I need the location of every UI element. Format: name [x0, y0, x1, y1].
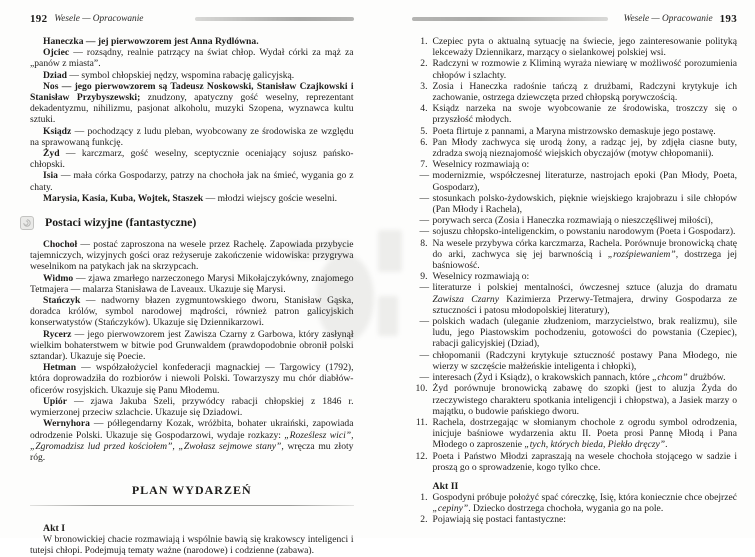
item-text: Weselnicy rozmawiają o: [433, 271, 738, 282]
item-text: sojuszu chłopsko-inteligenckim, o powstaniu narodowym (Poeta i Gospodarz). [433, 226, 738, 237]
paragraph: Haneczka — jej pierwowzorem jest Anna Rydlówna. [30, 36, 354, 47]
item-marker: 2. [412, 514, 433, 525]
act2-label: Akt II [412, 481, 738, 492]
item-marker: 10. [412, 383, 433, 417]
numbered-item [412, 271, 738, 282]
paragraph: Rycerz — jego pierwowzorem jest Zawisza Czarny z Garbowa, który zasłynął wielkim bohaterstwem w bitwie pod Grunwaldem (prawdopodobnie obronił polski sztandar). Ukazuje się Poecie. [30, 329, 354, 363]
ornament-icon [20, 216, 34, 230]
paragraph: Widmo — zjawa zmarłego narzeczonego Marysi Mikołajczykówny, znajomego Tetmajera — malarza Stanisława de Laveaux. Ukazuje się Marysi. [30, 273, 354, 295]
numbered-item [412, 81, 738, 103]
paragraph: Ojciec — rozsądny, realnie patrzący na świat chłop. Wydał córki za mąż za „panów z miasta”. [30, 47, 354, 69]
item-marker: — [420, 226, 433, 237]
dash-item [412, 193, 738, 215]
page-number: 193 [720, 13, 737, 25]
item-text: literaturze i polskiej mentalności, ówczesnej sztuce (aluzja do dramatu Zawisza Czarny Kazimierza Przerwy-Tetmajera, drwiny Gospodarza ze sztuczności i patosu młodopolskiej literatury), [433, 282, 738, 316]
numbered-item [412, 451, 738, 473]
item-marker: — [420, 215, 433, 226]
dash-item [412, 282, 738, 316]
item-marker: 4. [412, 103, 433, 125]
item-marker: — [420, 170, 433, 192]
paragraph: Wernyhora — półlegendarny Kozak, wróżbita, bohater ukraiński, zapowiada odrodzenie Polski. Ukazuje się Gospodarzowi, wydaje rozkazy: „Roześlesz wici”, „Zgromadzisz lud przed kościołem”, „Zwołasz sejmowe stany”, wręcza mu złoty róg. [30, 418, 354, 463]
paragraph: Żyd — karczmarz, gość weselny, sceptycznie oceniający sojusz pańsko-chłopski. [30, 148, 354, 170]
item-text: Gospodyni próbuje położyć spać córeczkę, Isię, która koniecznie chce obejrzeć „cepiny”. Dziecko dostrzega chochoła, wygania go na pole. [433, 492, 738, 514]
item-marker: — [420, 193, 433, 215]
visionary-characters-list [30, 239, 354, 463]
item-marker: 7. [412, 159, 433, 170]
running-head-left [30, 13, 354, 25]
numbered-item [412, 492, 738, 514]
item-text: Zosia i Haneczka radośnie tańczą z drużbami, Radczyni krytykuje ich zachowanie, ostrzega dziewczęta przed chłopską porywczością. [433, 81, 738, 103]
scan-smudge [378, 296, 398, 336]
item-text: Pan Młody zachwyca się urodą żony, a radząc jej, by zdjęła ciasne buty, zdradza swoją nieznajomość wiejskich obyczajów (motyw chłopomanii). [433, 137, 738, 159]
dash-item [412, 316, 738, 350]
header-rule [195, 17, 353, 21]
numbered-item [412, 126, 738, 137]
item-text: Pojawiają się postaci fantastyczne: [433, 514, 738, 525]
dash-item [412, 226, 738, 237]
item-marker: — [420, 282, 433, 316]
item-marker: 2. [412, 58, 433, 80]
numbered-item [412, 417, 738, 451]
paragraph: Dziad — symbol chłopskiej nędzy, wspomina rabację galicyjską. [30, 70, 354, 81]
numbered-item [412, 238, 738, 272]
item-text: Radczyni w rozmowie z Kliminą wyraża niewiarę w możliwość porozumienia chłopów i szlachty. [433, 58, 738, 80]
item-marker: — [420, 350, 433, 372]
numbered-item [412, 36, 738, 58]
chapter-title-rule [30, 505, 354, 506]
item-marker: 11. [412, 417, 433, 451]
running-title: Wesele — Opracowanie [624, 14, 713, 24]
paragraph: Isia — mała córka Gospodarzy, patrzy na chochoła jak na śmieć, wygania go z chaty. [30, 170, 354, 192]
characters-list [30, 36, 354, 204]
item-text: stosunkach polsko-żydowskich, pięknie wiejskiego krajobrazu i sile chłopów (Pan Młody i Rachela), [433, 193, 738, 215]
paragraph: Upiór — zjawa Jakuba Szeli, przywódcy rabacji chłopskiej z 1846 r. wymierzonej przeciw szlachcie. Ukazuje się Dziadowi. [30, 396, 354, 418]
item-text: interesach (Żyd i Ksiądz), o krakowskich pannach, które „chcom” drużbów. [433, 372, 738, 383]
running-title: Wesele — Opracowanie [54, 14, 143, 24]
item-text: Poeta i Państwo Młodzi zapraszają na wesele chochoła stojącego w sadzie i proszą go o sprowadzenie, kogo tylko chce. [433, 451, 738, 473]
running-head-right [412, 13, 738, 25]
item-text: chłopomanii (Radczyni krytykuje sztuczność postawy Pana Młodego, nie wierzy w szczęście małżeńskie inteligenta i chłopki), [433, 350, 738, 372]
item-text: Żyd porównuje bronowicką zabawę do szopki (jest to aluzja Żyda do rzeczywistego charakteru spotkania inteligencji i chłopstwa), a Jasiek marzy o majątku, o budowie pańskiego dworu. [433, 383, 738, 417]
page-number: 192 [30, 13, 47, 25]
item-marker: 1. [412, 36, 433, 58]
item-text: Ksiądz narzeka na swoje wyobcowanie ze środowiska, troszczy się o przyszłość młodych. [433, 103, 738, 125]
numbered-item [412, 103, 738, 125]
item-text: Poeta flirtuje z pannami, a Maryna mistrzowsko demaskuje jego postawę. [433, 126, 738, 137]
scan-smudge [378, 230, 402, 272]
page-right [378, 0, 755, 538]
act1-label: Akt I [30, 523, 354, 534]
item-marker: — [420, 372, 433, 383]
chapter-heading-block [30, 483, 354, 506]
chapter-title: PLAN WYDARZEŃ [30, 483, 354, 498]
page-left [0, 0, 378, 538]
paragraph: Nos — jego pierwowzorem są Tadeusz Noskowski, Stanisław Czajkowski i Stanisław Przybyszewski; znudzony, apatyczny gość weselny, reprezentant dekadentyzmu, nihilizmu, pasjonat alkoholu, muzyki Szopena, wyznawca kultu sztuki. [30, 81, 354, 126]
item-text: porywach serca (Zosia i Haneczka rozmawiają o nieszczęśliwej miłości), [433, 215, 738, 226]
paragraph: Ksiądz — pochodzący z ludu pleban, wyobcowany ze środowiska ze względu na sprawowaną funkcję. [30, 126, 354, 148]
dash-item [412, 170, 738, 192]
item-marker: 6. [412, 137, 433, 159]
paragraph: Marysia, Kasia, Kuba, Wojtek, Staszek — młodzi wiejscy goście weselni. [30, 193, 354, 204]
item-text: Weselnicy rozmawiają o: [433, 159, 738, 170]
act2-events-list [412, 492, 738, 526]
numbered-item [412, 137, 738, 159]
item-marker: 3. [412, 81, 433, 103]
item-marker: 12. [412, 451, 433, 473]
numbered-item [412, 383, 738, 417]
item-text: modernizmie, współczesnej literaturze, nastrojach epoki (Pan Młody, Poeta, Gospodarz), [433, 170, 738, 192]
item-marker: 1. [412, 492, 433, 514]
numbered-item [412, 514, 738, 525]
item-text: Na wesele przybywa córka karczmarza, Rachela. Porównuje bronowicką chatę do arki, zachwyca się jej barwnością i „rozśpiewaniem”, dostrzega jej baśniowość. [433, 238, 738, 272]
section-title: Postaci wizyjne (fantastyczne) [45, 215, 196, 230]
numbered-item [412, 159, 738, 170]
act1-summary: W bronowickiej chacie rozmawiają i wspólnie bawią się krakowscy inteligenci i tutejsi chłopi. Podejmują tematy ważne (narodowe) i codzienne (zabawa). [30, 534, 354, 556]
numbered-item [412, 58, 738, 80]
item-marker: 5. [412, 126, 433, 137]
section-heading [20, 215, 354, 230]
item-marker: 9. [412, 271, 433, 282]
paragraph: Chochoł — postać zaproszona na wesele przez Rachelę. Zapowiada przybycie tajemniczych, wizyjnych gości oraz reżyseruje zakończenie widowiska: przygrywa weselnikom na patykach jak na skrzypcach. [30, 239, 354, 273]
act1-events-list [412, 36, 738, 473]
item-marker: 8. [412, 238, 433, 272]
paragraph: Hetman — współzałożyciel konfederacji magnackiej — Targowicy (1792), która doprowadziła do rozbiorów i niewoli Polski. Towarzyszy mu chór diabłów-oficerów rosyjskich. Ukazuje się Panu Młodemu. [30, 362, 354, 396]
paragraph: Stańczyk — nadworny błazen zygmuntowskiego dworu, Stanisław Gąska, doradca królów, symbol narodowej mądrości, również patron galicyjskich konserwatystów (Stańczyków). Ukazuje się Dziennikarzowi. [30, 295, 354, 329]
dash-item [412, 372, 738, 383]
dash-item [412, 350, 738, 372]
item-text: Czepiec pyta o aktualną sytuację na świecie, jego zainteresowanie polityką lekceważy Dziennikarz, marzący o sielankowej polskiej wsi. [433, 36, 738, 58]
item-text: polskich wadach (uleganie złudzeniom, marzycielstwo, brak realizmu), sile ludu, jego Piastowskim pochodzeniu, gotowości do powstania (Czepiec), rabacji galicyjskiej (Dziad), [433, 316, 738, 350]
item-marker: — [420, 316, 433, 350]
item-text: Rachela, dostrzegając w słomianym chochole z ogrodu symbol odrodzenia, inicjuje baśniowe wydarzenia aktu II. Poeta prosi Pannę Młodą i Pana Młodego o zaproszenie „tych, których bieda, Piekło dręczy”. [433, 417, 738, 451]
header-rule [412, 17, 608, 21]
dash-item [412, 215, 738, 226]
